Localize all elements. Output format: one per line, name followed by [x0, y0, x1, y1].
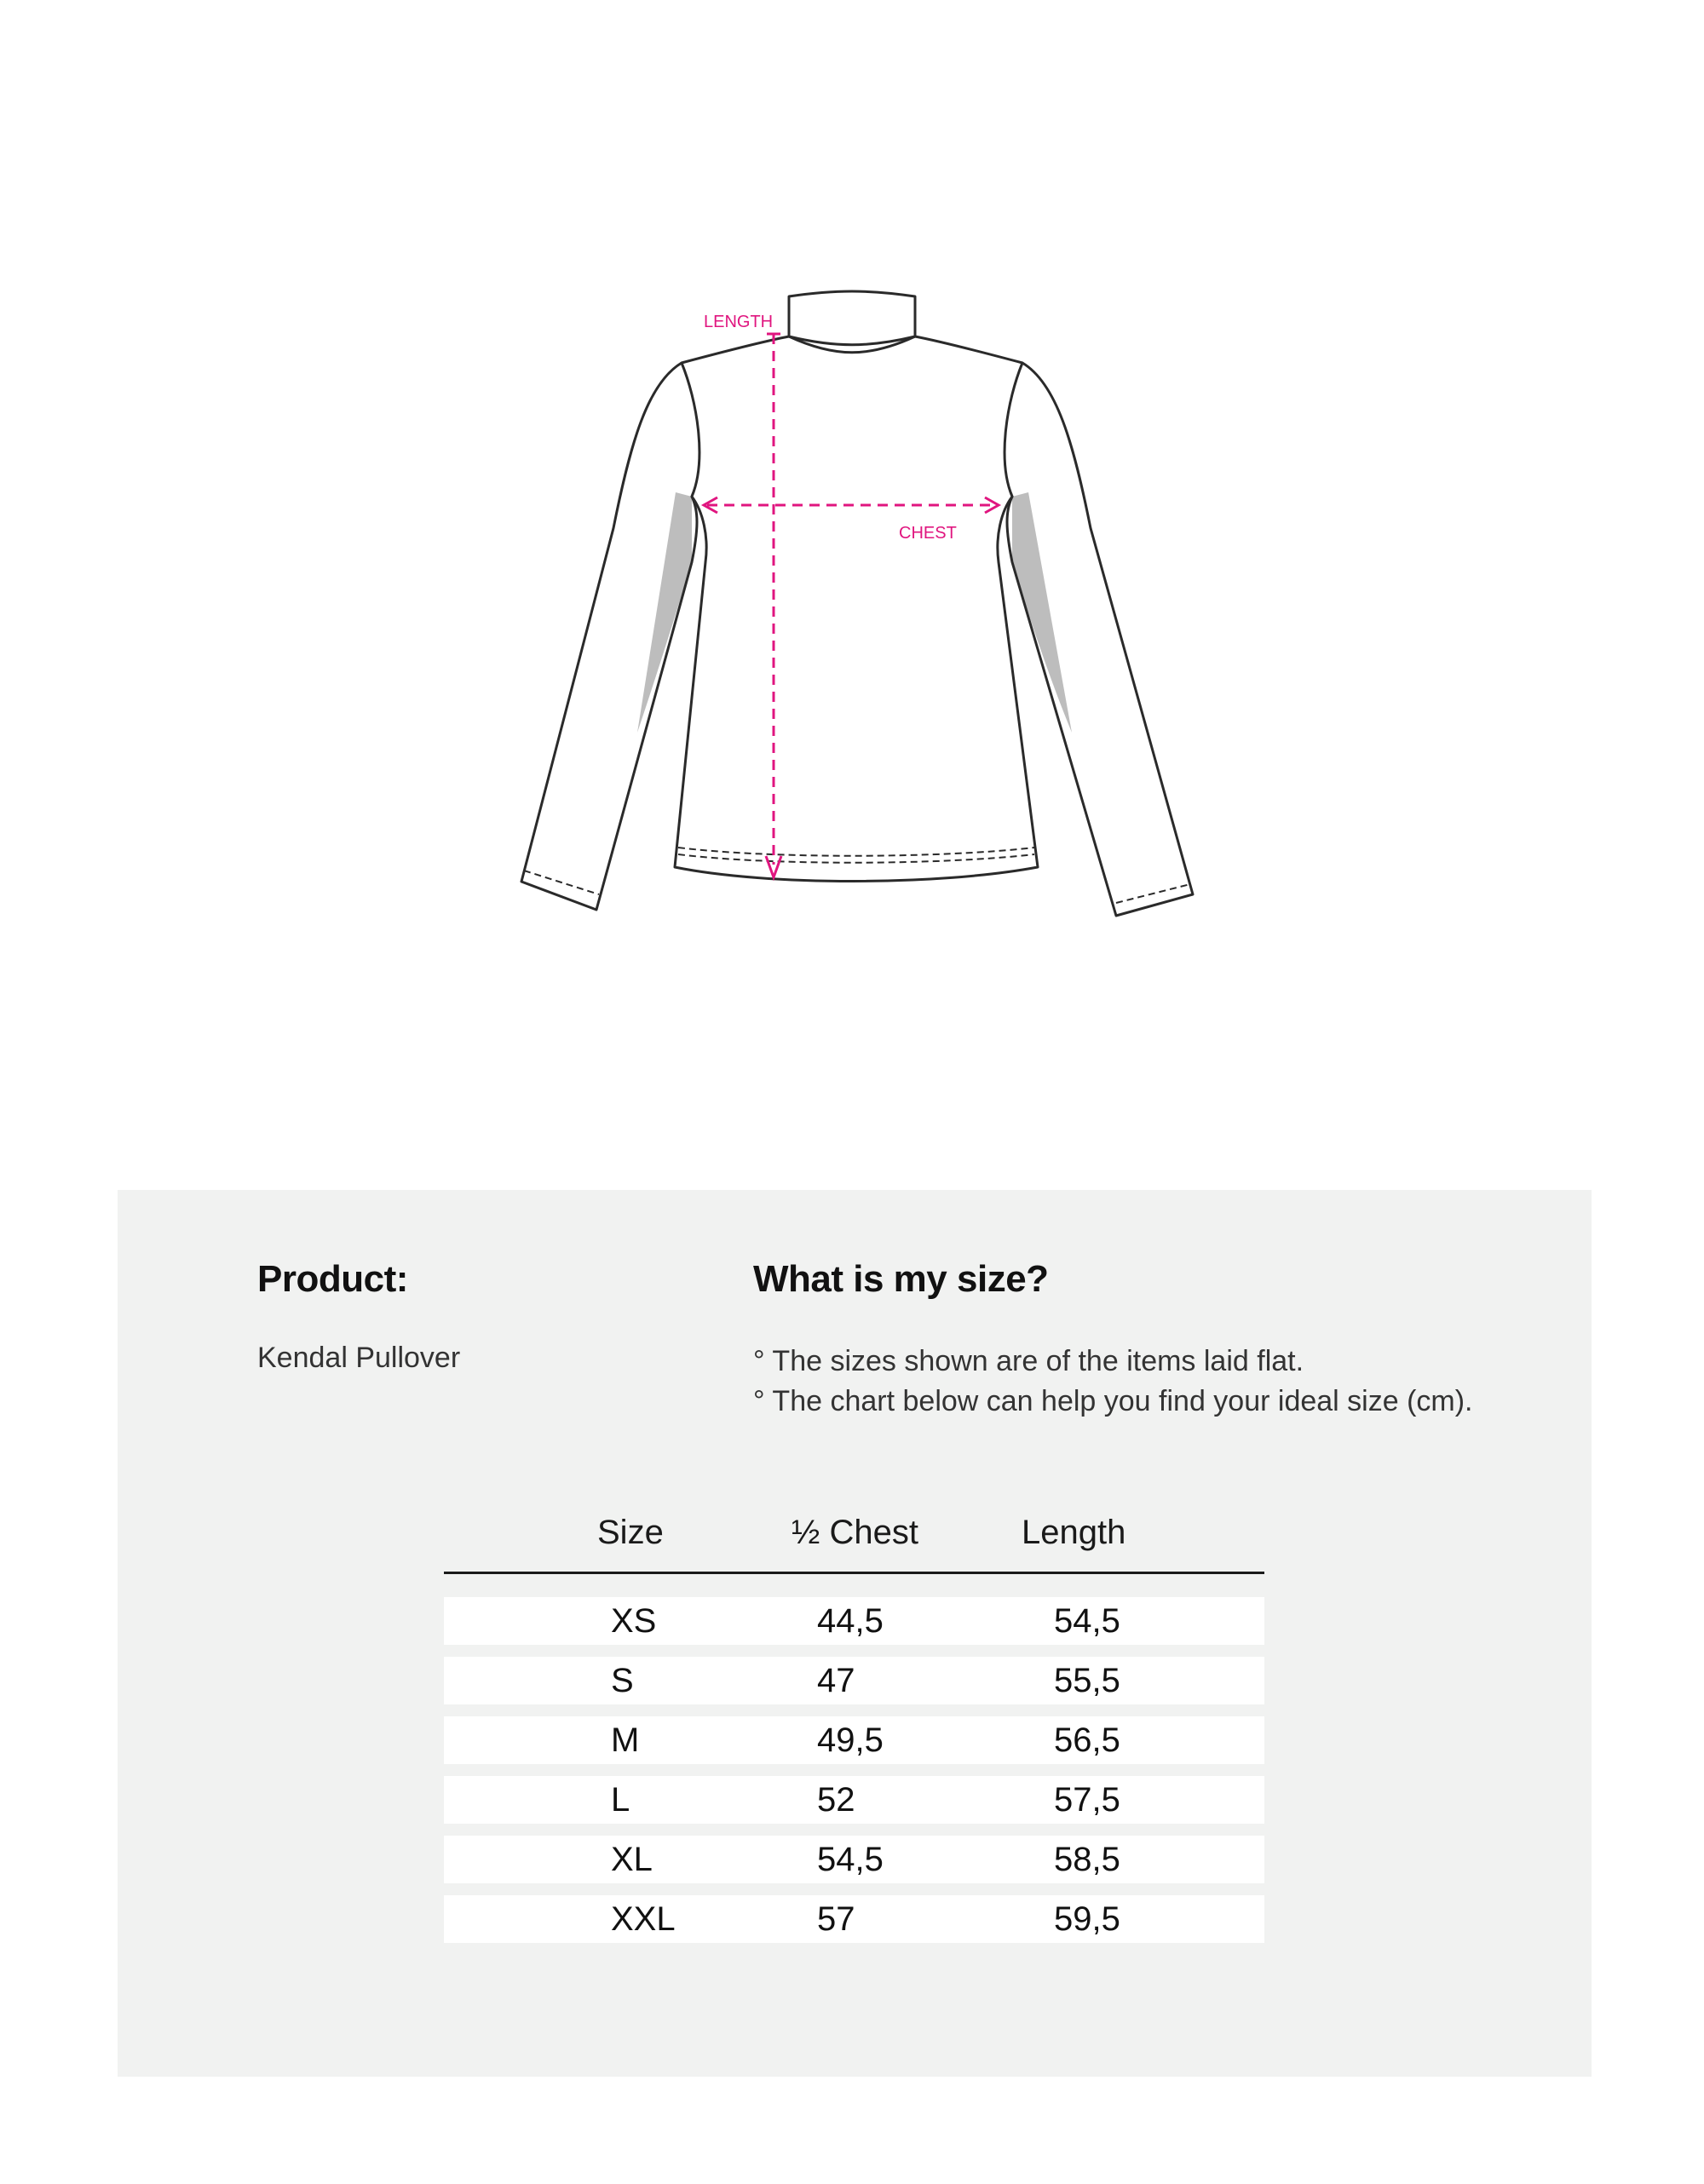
table-row [444, 1895, 1264, 1943]
table-row [444, 1657, 1264, 1704]
cell-half-chest: 54,5 [817, 1841, 884, 1878]
cell-length: 54,5 [1054, 1602, 1120, 1640]
cell-length: 56,5 [1054, 1721, 1120, 1759]
product-heading: Product: [257, 1258, 408, 1300]
cell-length: 55,5 [1054, 1662, 1120, 1699]
garment-illustration [0, 0, 1704, 1022]
cell-size: XL [611, 1841, 653, 1878]
product-name: Kendal Pullover [257, 1342, 461, 1374]
size-heading: What is my size? [753, 1258, 1049, 1300]
cell-size: L [611, 1781, 630, 1819]
size-note: ° The sizes shown are of the items laid flat. [753, 1345, 1304, 1377]
chest-label: CHEST [899, 524, 957, 543]
table-row [444, 1836, 1264, 1883]
cell-length: 59,5 [1054, 1900, 1120, 1938]
cell-length: 57,5 [1054, 1781, 1120, 1819]
table-body [444, 1597, 1264, 1943]
cell-size: S [611, 1662, 634, 1699]
size-table [444, 1503, 1264, 1955]
cell-length: 58,5 [1054, 1841, 1120, 1878]
cell-half-chest: 57 [817, 1900, 855, 1938]
length-label: LENGTH [704, 313, 774, 331]
cell-half-chest: 52 [817, 1781, 855, 1819]
turtleneck-pullover-icon [521, 291, 1193, 916]
cell-size: M [611, 1721, 640, 1759]
header-size: Size [597, 1514, 664, 1551]
size-notes [753, 1342, 1473, 1422]
table-header [444, 1503, 1264, 1574]
header-length: Length [1022, 1514, 1126, 1551]
header-half-chest: ½ Chest [792, 1514, 918, 1551]
size-guide-panel [118, 1190, 1592, 2077]
table-row [444, 1597, 1264, 1645]
cell-size: XXL [611, 1900, 676, 1938]
cell-size: XS [611, 1602, 657, 1640]
cell-half-chest: 47 [817, 1662, 855, 1699]
size-note: ° The chart below can help you find your ideal size (cm). [753, 1385, 1473, 1417]
cell-half-chest: 44,5 [817, 1602, 884, 1640]
cell-half-chest: 49,5 [817, 1721, 884, 1759]
table-row [444, 1716, 1264, 1764]
table-row [444, 1776, 1264, 1824]
